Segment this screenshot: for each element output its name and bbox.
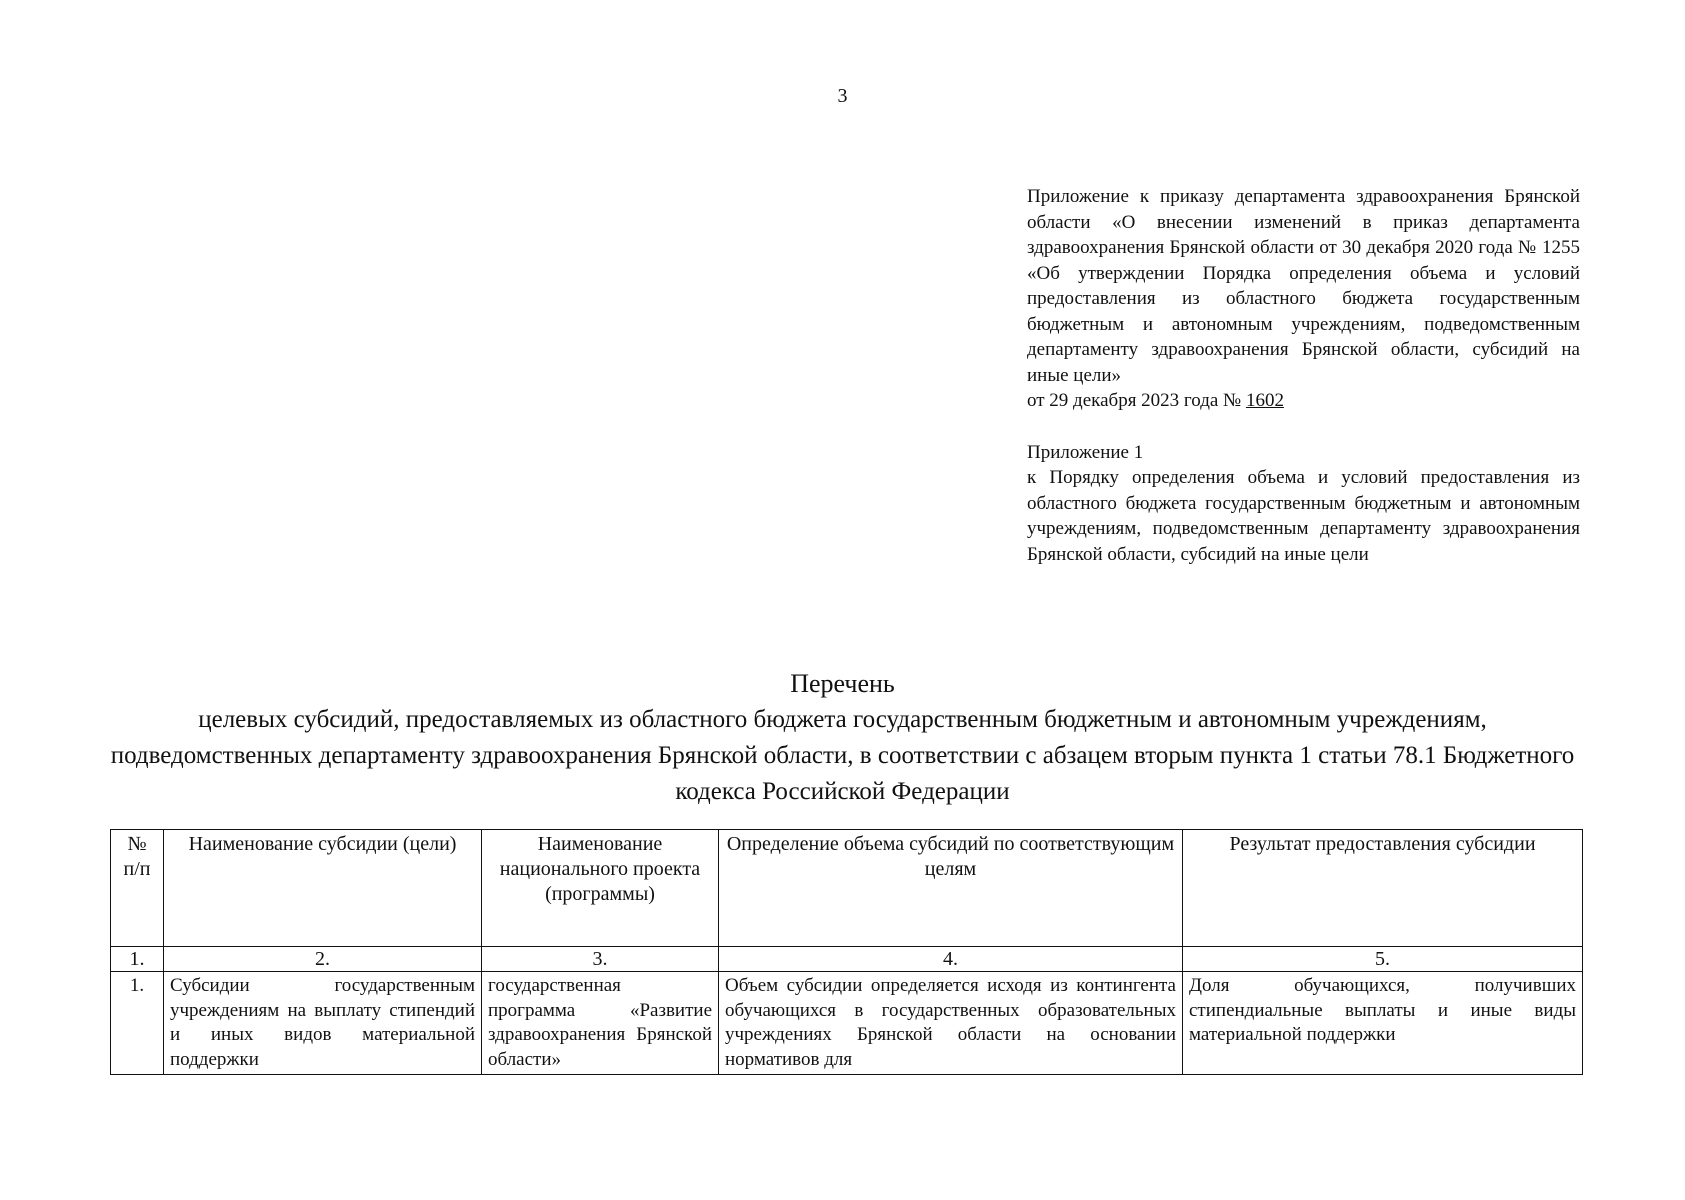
column-number: 2. [164, 947, 482, 972]
row-result: Доля обучающихся, получивших стипендиальные выплаты и иные виды материальной поддержки [1183, 972, 1583, 1075]
row-volume-definition: Объем субсидии определяется исходя из контингента обучающихся в государственных образовательных учреждениях Брянской области на основании нормативов для [719, 972, 1183, 1075]
table-header-row [111, 830, 1583, 947]
appendix-block [1027, 184, 1580, 567]
column-number: 1. [111, 947, 164, 972]
subsidies-table [110, 829, 1583, 1075]
decree-number: 1602 [1245, 390, 1284, 411]
decree-line [1027, 388, 1580, 414]
page-number: 3 [837, 85, 848, 107]
row-subsidy-name: Субсидии государственным учреждениям на выплату стипендий и иных видов материальной поддержки [164, 972, 482, 1075]
header-national-project: Наименование национального проекта (программы) [482, 830, 719, 947]
row-number: 1. [111, 972, 164, 1075]
header-number: № п/п [111, 830, 164, 947]
column-number: 5. [1183, 947, 1583, 972]
appendix-1-title: Приложение 1 [1027, 441, 1144, 463]
title-subheading: целевых субсидий, предоставляемых из областного бюджета государственным бюджетным и автономным учреждениям, подведомственных департаменту здравоохранения Брянской области, в соответствии с абзацем вторым пункта 1 статьи 78.1 Бюджетного кодекса Российской Федерации [110, 706, 1575, 805]
appendix-main-text: Приложение к приказу департамента здравоохранения Брянской области «О внесении изменений в приказ департамента здравоохранения Брянской области от 30 декабря 2020 года № 1255 «Об утверждении Порядка определения объема и условий предоставления из областного бюджета государственным бюджетным и автономным учреждениям, подведомственным департаменту здравоохранения Брянской области, субсидий на иные цели» [1027, 186, 1580, 386]
decree-date: от 29 декабря 2023 года № [1027, 390, 1246, 411]
header-subsidy-name: Наименование субсидии (цели) [164, 830, 482, 947]
document-title [100, 666, 1585, 810]
title-heading: Перечень [790, 669, 895, 698]
header-result: Результат предоставления субсидии [1183, 830, 1583, 947]
appendix-1-text: к Порядку определения объема и условий предоставления из областного бюджета государственным бюджетным и автономным учреждениям, подведомственным департаменту здравоохранения Брянской области, субсидий на иные цели [1027, 467, 1580, 565]
header-volume-definition: Определение объема субсидий по соответствующим целям [719, 830, 1183, 947]
table-row [111, 972, 1583, 1075]
row-national-project: государственная программа «Развитие здравоохранения Брянской области» [482, 972, 719, 1075]
column-number: 3. [482, 947, 719, 972]
column-number: 4. [719, 947, 1183, 972]
column-number-row [111, 947, 1583, 972]
